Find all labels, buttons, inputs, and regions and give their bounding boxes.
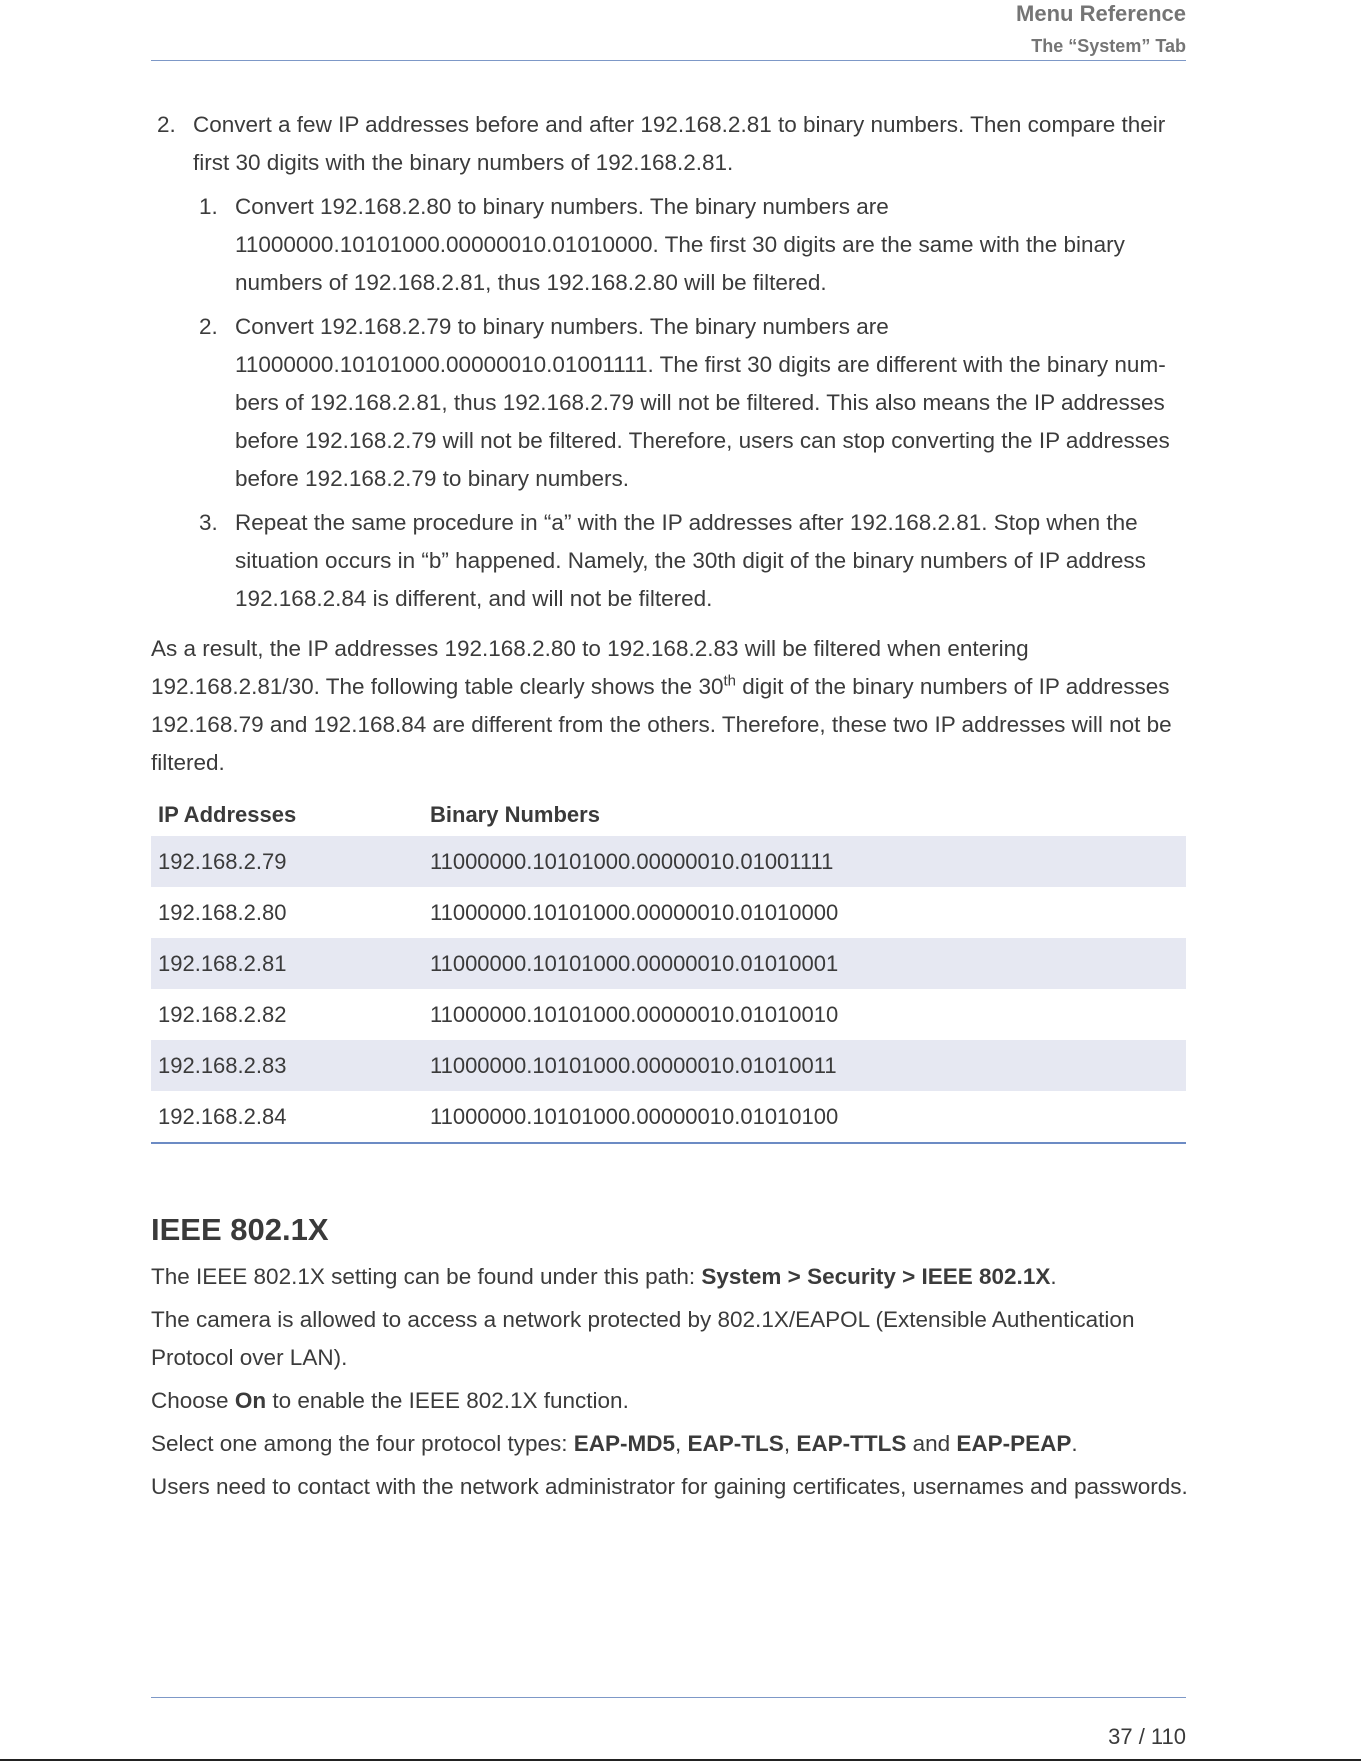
binary-cell: 11000000.10101000.00000010.01001111 [423,836,1186,887]
page-number: 37 / 110 [1108,1724,1186,1749]
table-row [151,1040,1186,1091]
footer-divider [151,1697,1186,1698]
binary-cell: 11000000.10101000.00000010.01010011 [423,1040,1186,1091]
separator: , [783,1431,797,1456]
choose-paragraph [151,1382,1191,1420]
result-text-2: digit of the binary numbers of IP addresses 192.168.79 and 192.168.84 are different from the others. Therefore, these two IP addresses will not be filtered. [151,674,1172,775]
path-paragraph [151,1258,1191,1296]
choose-suffix: to enable the IEEE 802.1X function. [266,1388,629,1413]
column-header-binary: Binary Numbers [430,802,600,827]
table-row [151,989,1186,1040]
binary-cell: 11000000.10101000.00000010.01010001 [423,938,1186,989]
ip-cell: 192.168.2.81 [151,938,423,989]
ip-cell: 192.168.2.80 [158,899,287,925]
binary-cell: 11000000.10101000.00000010.01010010 [430,1001,839,1027]
sub-list [193,188,1191,618]
access-paragraph: The camera is allowed to access a network protected by 802.1X/EAPOL (Extensible Authentication Protocol over LAN). [151,1307,1135,1370]
table-row [151,1091,1186,1143]
list-text: Convert 192.168.2.80 to binary numbers. The binary numbers are 11000000.10101000.00000010.01010000. The first 30 digits are the same with the binary numbers of 192.168.2.81, thus 192.168.2.80 will be filtered. [235,194,1125,295]
list-number: 2. [199,314,218,339]
result-paragraph [151,630,1191,782]
sub-list-item-2 [193,308,1191,498]
protocol-eap-peap: EAP-PEAP [956,1431,1072,1456]
header-subtitle: The “System” Tab [1031,36,1186,56]
sub-list-item-1 [193,188,1191,302]
path-suffix: . [1050,1264,1057,1289]
list-text: Convert a few IP addresses before and after 192.168.2.81 to binary numbers. Then compare their first 30 digits with the binary numbers of 192.168.2.81. [193,112,1166,175]
main-content [151,106,1191,1506]
choose-prefix: Choose [151,1388,235,1413]
separator: and [906,1431,957,1456]
ip-cell: 192.168.2.83 [151,1040,423,1091]
header-title: Menu Reference [1016,1,1186,26]
select-suffix: . [1071,1431,1078,1456]
binary-cell: 11000000.10101000.00000010.01010100 [423,1091,1186,1143]
protocol-eap-ttls: EAP-TTLS [796,1431,907,1456]
table-header-row [151,796,1186,836]
binary-cell: 11000000.10101000.00000010.01010000 [430,899,839,925]
table-row [151,938,1186,989]
list-number: 2. [157,112,176,137]
list-text: Convert 192.168.2.79 to binary numbers. The binary numbers are 11000000.10101000.00000010.01001111. The first 30 digits are different with the binary numbers of 192.168.2.81, thus 192.168.2.79 will not be filtered. This also means the IP addresses before 192.168.2.79 will not be filtered. Therefore, users can stop converting the IP addresses before 192.168.2.79 to binary numbers. [235,314,1170,491]
sub-list-item-3 [193,504,1191,618]
result-text-1: As a result, the IP addresses 192.168.2.80 to 192.168.2.83 will be filtered when entering 192.168.2.81/30. The following table clearly shows the 30 [151,636,1029,699]
ip-cell: 192.168.2.82 [158,1001,287,1027]
list-text: Repeat the same procedure in “a” with the IP addresses after 192.168.2.81. Stop when the situation occurs in “b” happened. Namely, the 30th digit of the binary numbers of IP address 192.168.2.84 is different, and will not be filtered. [235,510,1146,611]
ip-binary-table [151,796,1186,1144]
separator: , [675,1431,688,1456]
protocol-eap-tls: EAP-TLS [687,1431,784,1456]
select-prefix: Select one among the four protocol types: [151,1431,574,1456]
menu-path: System > Security > IEEE 802.1X [701,1264,1051,1289]
on-option: On [234,1388,267,1413]
ip-cell: 192.168.2.84 [151,1091,423,1143]
protocol-paragraph [151,1425,1191,1463]
list-number: 3. [199,510,218,535]
table-row [151,836,1186,887]
table-row [151,887,1186,938]
superscript-th: th [723,672,736,690]
ip-cell: 192.168.2.79 [151,836,423,887]
protocol-eap-md5: EAP-MD5 [573,1431,676,1456]
list-number: 1. [199,194,218,219]
path-prefix: The IEEE 802.1X setting can be found under this path: [151,1264,702,1289]
header-divider [151,60,1186,61]
section-title: IEEE 802.1X [151,1212,329,1247]
column-header-ip: IP Addresses [158,802,297,827]
list-item-2 [151,106,1191,182]
contact-paragraph: Users need to contact with the network administrator for gaining certificates, usernames and passwords. [151,1474,1188,1499]
